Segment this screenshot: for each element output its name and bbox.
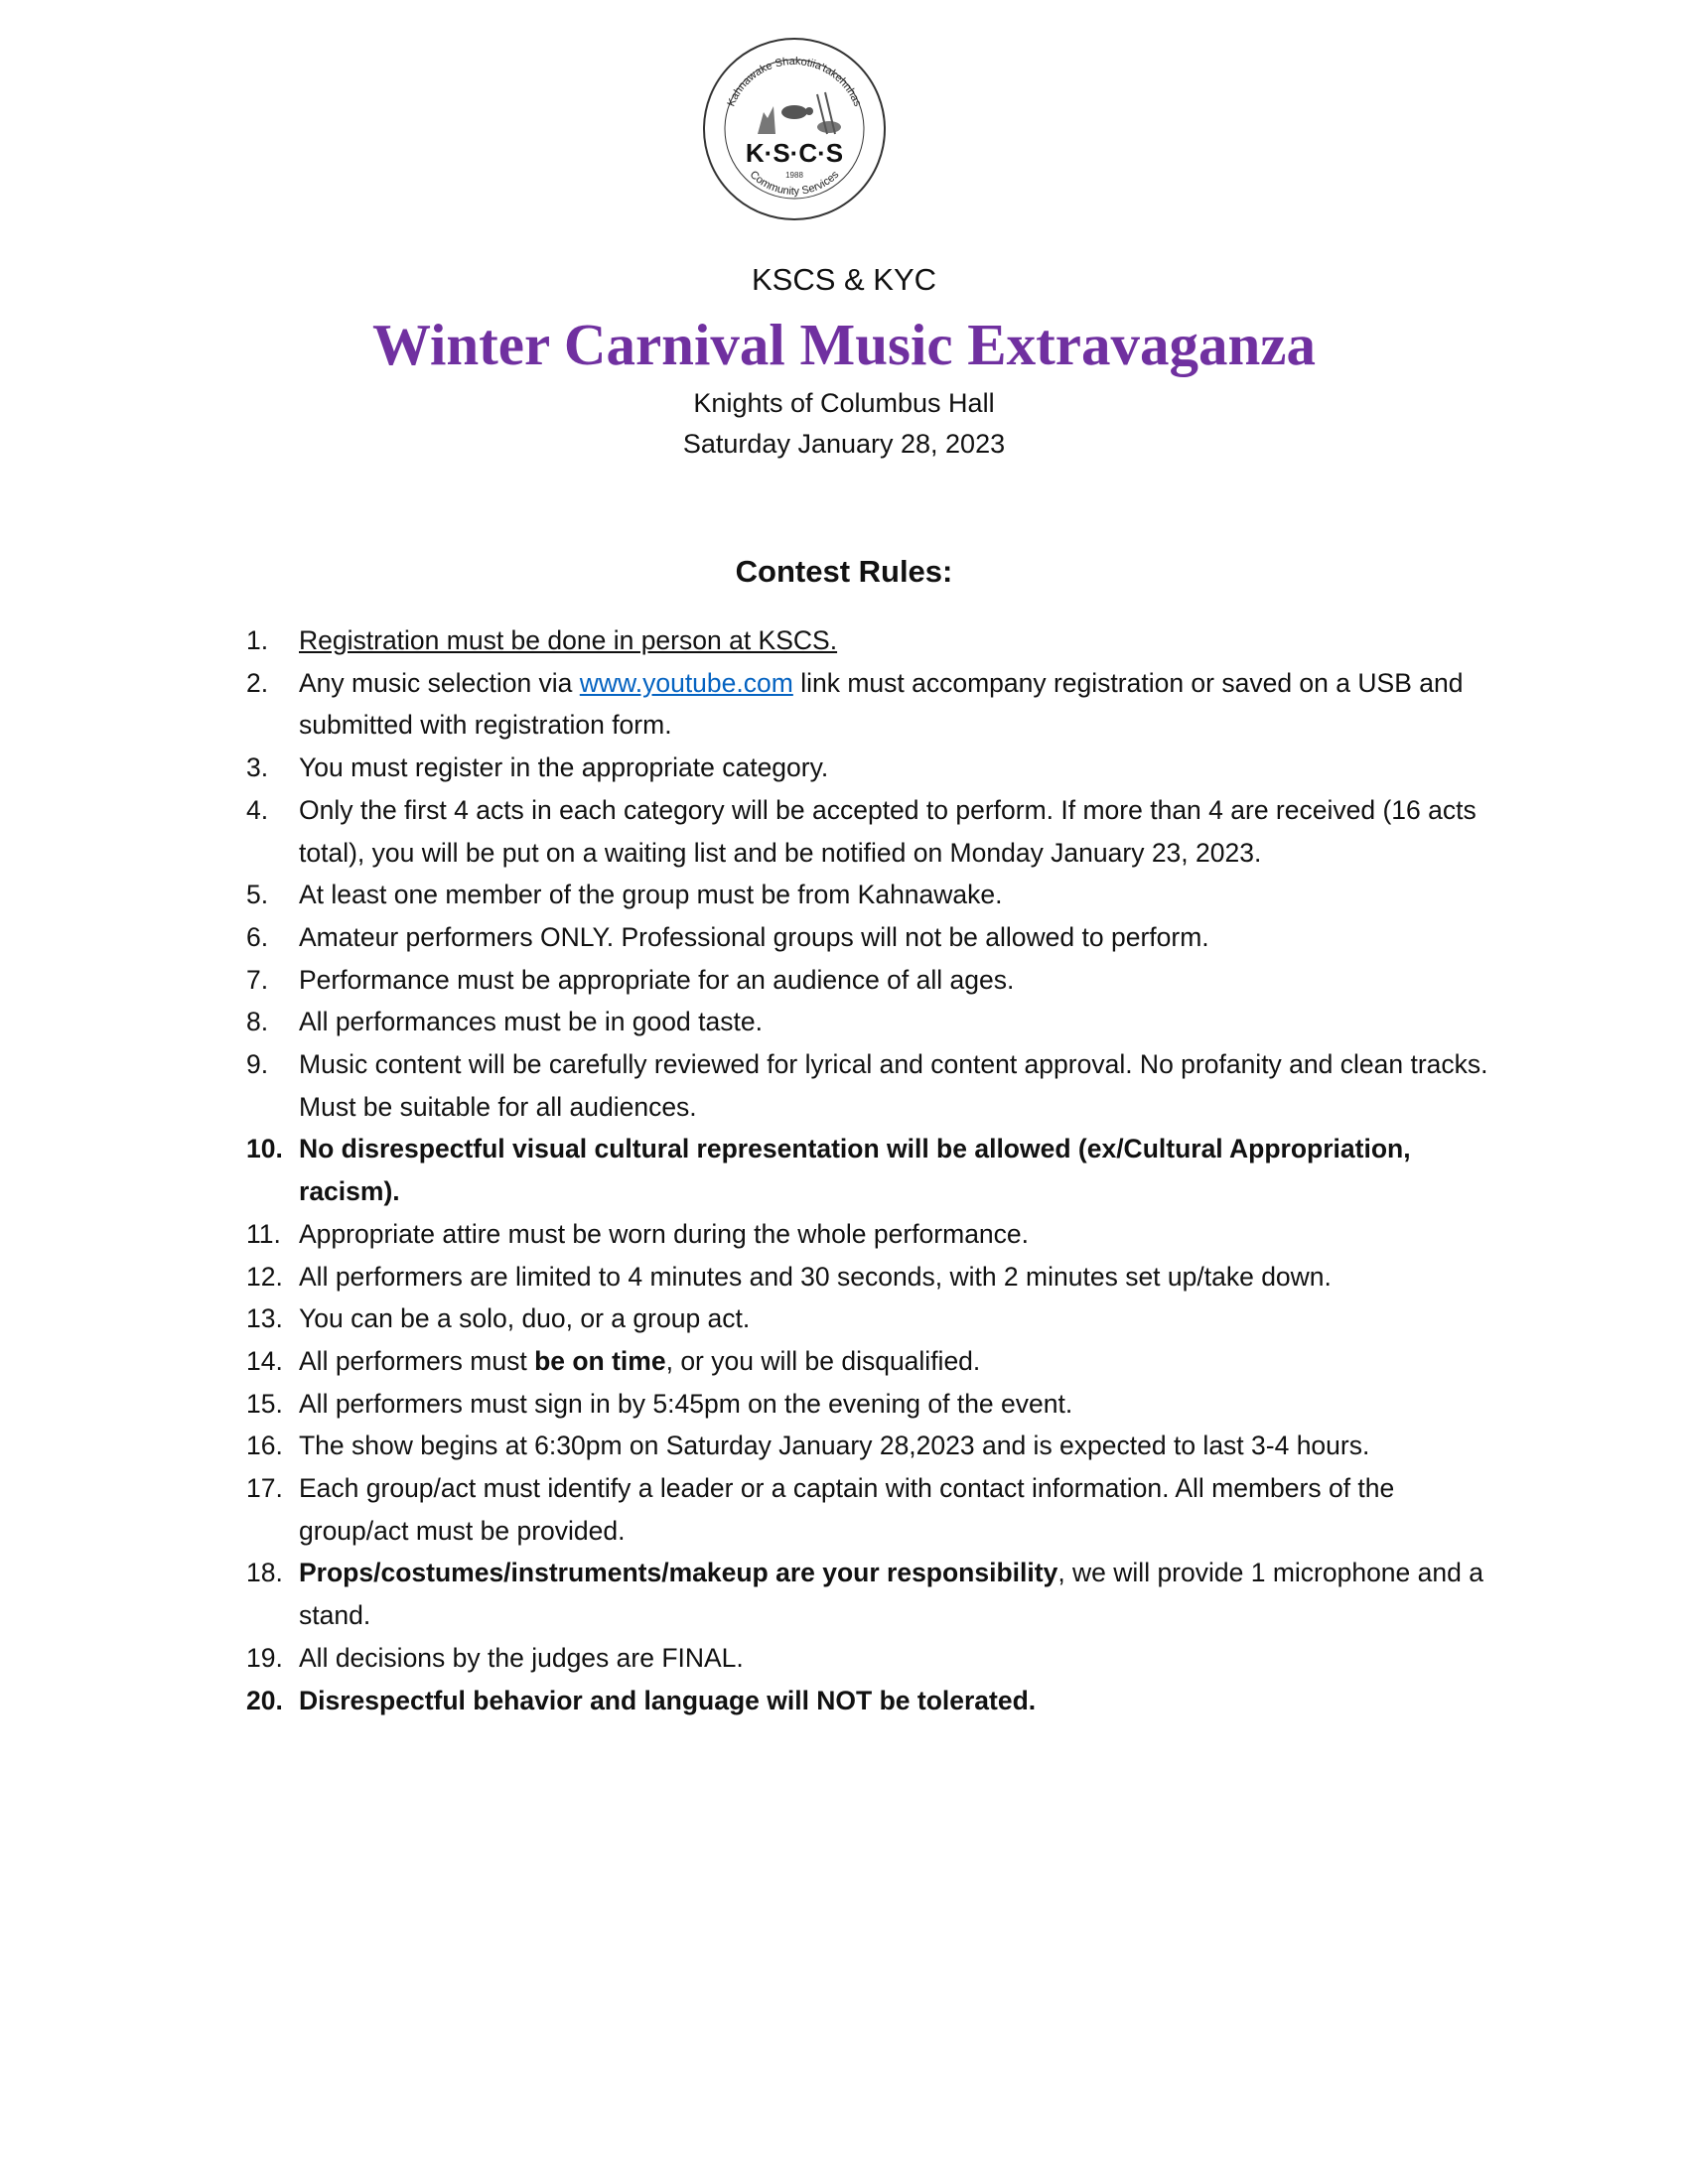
rule-item bbox=[246, 959, 1497, 1002]
rule-number: 3. bbox=[246, 752, 269, 783]
rule-item bbox=[246, 1467, 1497, 1552]
youtube-link[interactable]: www.youtube.com bbox=[579, 667, 793, 698]
rule-item bbox=[246, 874, 1497, 916]
rule-number: 5. bbox=[246, 880, 269, 910]
rule-item bbox=[246, 1552, 1497, 1636]
rule-text: All performances must be in good taste. bbox=[299, 1007, 763, 1037]
rule-item bbox=[246, 747, 1497, 789]
rule-number: 17. bbox=[246, 1473, 283, 1504]
rule-number: 14. bbox=[246, 1345, 283, 1376]
rule-item bbox=[246, 789, 1497, 874]
rule-number: 9. bbox=[246, 1049, 269, 1080]
rule-text: Disrespectful behavior and language will NOT be tolerated. bbox=[299, 1685, 1037, 1715]
svg-text:1988: 1988 bbox=[785, 171, 803, 180]
rule-text: You can be a solo, duo, or a group act. bbox=[299, 1303, 751, 1334]
rule-text: Any music selection via bbox=[299, 667, 580, 698]
rule-text: All performers must sign in by 5:45pm on the evening of the event. bbox=[299, 1388, 1073, 1419]
rules-list bbox=[246, 619, 1497, 1721]
rule-item bbox=[246, 1297, 1497, 1340]
rule-item bbox=[246, 1340, 1497, 1383]
rule-text: Music content will be carefully reviewed for lyrical and content approval. No profanity and clean tracks. Must be suitable for all audiences. bbox=[299, 1049, 1488, 1122]
rule-number: 20. bbox=[246, 1685, 283, 1715]
rule-text: At least one member of the group must be from Kahnawake. bbox=[299, 880, 1003, 910]
rule-number: 8. bbox=[246, 1007, 269, 1037]
rule-item bbox=[246, 1043, 1497, 1128]
svg-text:Community Services: Community Services bbox=[747, 168, 842, 198]
venue: Knights of Columbus Hall bbox=[693, 388, 995, 418]
rule-number: 18. bbox=[246, 1558, 283, 1588]
rule-number: 11. bbox=[246, 1218, 281, 1249]
rule-text: Registration must be done in person at KSCS. bbox=[299, 625, 838, 655]
rule-number: 2. bbox=[246, 667, 269, 698]
rule-text: Each group/act must identify a leader or a captain with contact information. All members of the group/act must be provided. bbox=[299, 1473, 1395, 1546]
rule-number: 6. bbox=[246, 921, 269, 952]
rule-item bbox=[246, 1128, 1497, 1212]
rule-number: 10. bbox=[246, 1134, 283, 1164]
rule-item bbox=[246, 619, 1497, 662]
rule-text: Only the first 4 acts in each category will be accepted to perform. If more than 4 are received (16 acts total), you will be put on a waiting list and be notified on Monday January 23, 2023. bbox=[299, 794, 1477, 868]
rule-text: You must register in the appropriate category. bbox=[299, 752, 829, 783]
rule-item bbox=[246, 1637, 1497, 1680]
rule-text: Amateur performers ONLY. Professional groups will not be allowed to perform. bbox=[299, 921, 1209, 952]
rule-number: 19. bbox=[246, 1642, 283, 1673]
rules-heading: Contest Rules: bbox=[735, 554, 953, 589]
rule-text: No disrespectful visual cultural representation will be allowed (ex/Cultural Appropriation, racism). bbox=[299, 1134, 1411, 1207]
rule-number: 7. bbox=[246, 964, 269, 995]
rule-number: 4. bbox=[246, 794, 269, 825]
rule-item bbox=[246, 1256, 1497, 1298]
rule-item bbox=[246, 1383, 1497, 1426]
rule-item bbox=[246, 1425, 1497, 1467]
rule-item bbox=[246, 1680, 1497, 1722]
rule-number: 1. bbox=[246, 625, 269, 655]
rule-text: The show begins at 6:30pm on Saturday January 28,2023 and is expected to last 3-4 hours. bbox=[299, 1431, 1370, 1461]
rule-number: 13. bbox=[246, 1303, 283, 1334]
page-title: Winter Carnival Music Extravaganza bbox=[372, 312, 1316, 377]
kscs-seal-icon bbox=[700, 35, 889, 223]
rule-number: 15. bbox=[246, 1388, 283, 1419]
org-line: KSCS & KYC bbox=[751, 262, 937, 297]
rule-item bbox=[246, 916, 1497, 959]
event-date: Saturday January 28, 2023 bbox=[682, 429, 1006, 459]
rule-text: All decisions by the judges are FINAL. bbox=[299, 1642, 744, 1673]
rule-text: All performers must bbox=[299, 1345, 535, 1376]
svg-text:Kahnawake Shakotiia'takehnhas: Kahnawake Shakotiia'takehnhas bbox=[725, 55, 864, 109]
rule-item bbox=[246, 662, 1497, 747]
kscs-logo bbox=[700, 35, 889, 223]
rule-emphasis: be on time bbox=[534, 1345, 666, 1376]
rule-text: link must accompany registration or saved on a USB and submitted with registration form. bbox=[299, 667, 1464, 741]
rule-item bbox=[246, 1001, 1497, 1043]
rule-text: All performers are limited to 4 minutes and 30 seconds, with 2 minutes set up/take down. bbox=[299, 1261, 1332, 1292]
rule-text: , we will provide 1 microphone and a stand. bbox=[299, 1558, 1483, 1631]
svg-text:K·S·C·S: K·S·C·S bbox=[745, 138, 844, 168]
rule-text: Appropriate attire must be worn during the whole performance. bbox=[299, 1218, 1030, 1249]
rule-number: 16. bbox=[246, 1431, 283, 1461]
rule-number: 12. bbox=[246, 1261, 283, 1292]
rule-emphasis: Props/costumes/instruments/makeup are your responsibility bbox=[299, 1558, 1058, 1588]
rule-item bbox=[246, 1213, 1497, 1256]
rule-text: , or you will be disqualified. bbox=[665, 1345, 981, 1376]
rule-text: Performance must be appropriate for an audience of all ages. bbox=[299, 964, 1015, 995]
